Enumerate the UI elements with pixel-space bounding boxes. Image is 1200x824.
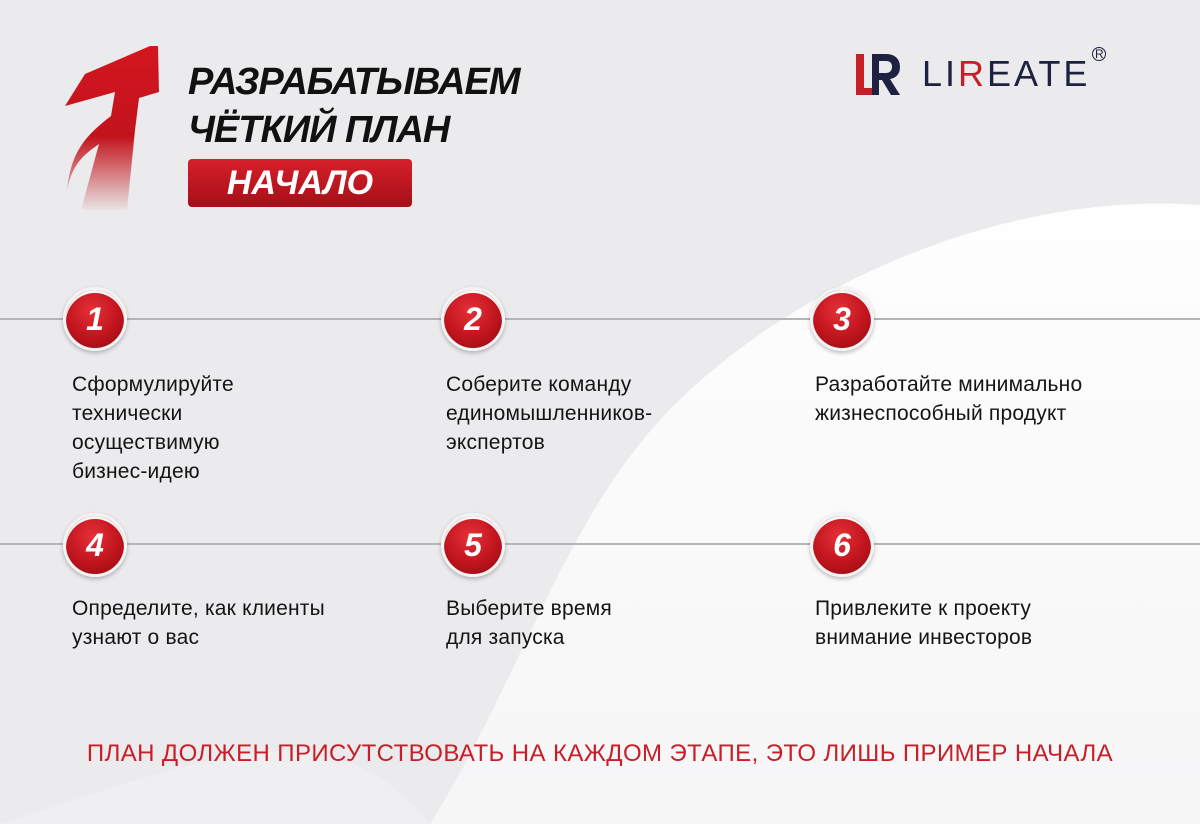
step-6-line-2: внимание инвесторов bbox=[815, 626, 1033, 649]
step-2-line-2: единомышленников- bbox=[446, 402, 653, 425]
row-1-divider bbox=[0, 318, 1200, 320]
step-2-number-badge: 2 bbox=[441, 287, 505, 351]
step-6-line-1: Привлеките к проекту bbox=[815, 597, 1032, 620]
step-5-line-1: Выберите время bbox=[446, 597, 613, 620]
step-1-line-1: Сформулируйте bbox=[72, 373, 234, 396]
lireate-logo bbox=[852, 46, 1104, 102]
title-line-2: ЧЁТКИЙ ПЛАН bbox=[188, 109, 450, 151]
logo-text-r: R bbox=[958, 53, 988, 94]
step-2-line-1: Соберите команду bbox=[446, 373, 632, 396]
step-4-text bbox=[72, 594, 325, 652]
title-line-1: РАЗРАБАТЫВАЕМ bbox=[188, 61, 520, 103]
step-3-text bbox=[815, 370, 1082, 428]
step-2-text bbox=[446, 370, 652, 457]
step-1-line-4: бизнес-идею bbox=[72, 460, 200, 483]
step-1-number-badge: 1 bbox=[63, 287, 127, 351]
page-title bbox=[188, 58, 608, 154]
step-6-text bbox=[815, 594, 1032, 652]
step-4-line-2: узнают о вас bbox=[72, 626, 200, 649]
step-1-line-2: технически bbox=[72, 402, 183, 425]
step-3-line-1: Разработайте минимально bbox=[815, 373, 1083, 396]
step-3-line-2: жизнеспособный продукт bbox=[815, 402, 1067, 425]
logo-lr-mark-icon bbox=[852, 48, 904, 100]
registered-mark: R bbox=[1092, 47, 1106, 61]
number-one-graphic bbox=[55, 40, 175, 215]
step-3-number-badge: 3 bbox=[810, 287, 874, 351]
logo-text-eate: EATE bbox=[987, 53, 1091, 94]
row-2-divider bbox=[0, 543, 1200, 545]
step-6-number-badge: 6 bbox=[810, 513, 874, 577]
step-1-line-3: осуществимую bbox=[72, 431, 220, 454]
step-5-line-2: для запуска bbox=[446, 626, 565, 649]
start-badge: НАЧАЛО bbox=[188, 159, 412, 207]
logo-text-li: LI bbox=[922, 53, 959, 94]
step-5-text bbox=[446, 594, 612, 652]
step-4-line-1: Определите, как клиенты bbox=[72, 597, 325, 620]
logo-wordmark bbox=[922, 47, 1104, 95]
step-4-number-badge: 4 bbox=[63, 513, 127, 577]
footer-note: ПЛАН ДОЛЖЕН ПРИСУТСТВОВАТЬ НА КАЖДОМ ЭТАПЕ, ЭТО ЛИШЬ ПРИМЕР НАЧАЛА bbox=[86, 740, 1114, 767]
step-2-line-3: экспертов bbox=[446, 431, 545, 454]
step-5-number-badge: 5 bbox=[441, 513, 505, 577]
step-1-text bbox=[72, 370, 234, 486]
